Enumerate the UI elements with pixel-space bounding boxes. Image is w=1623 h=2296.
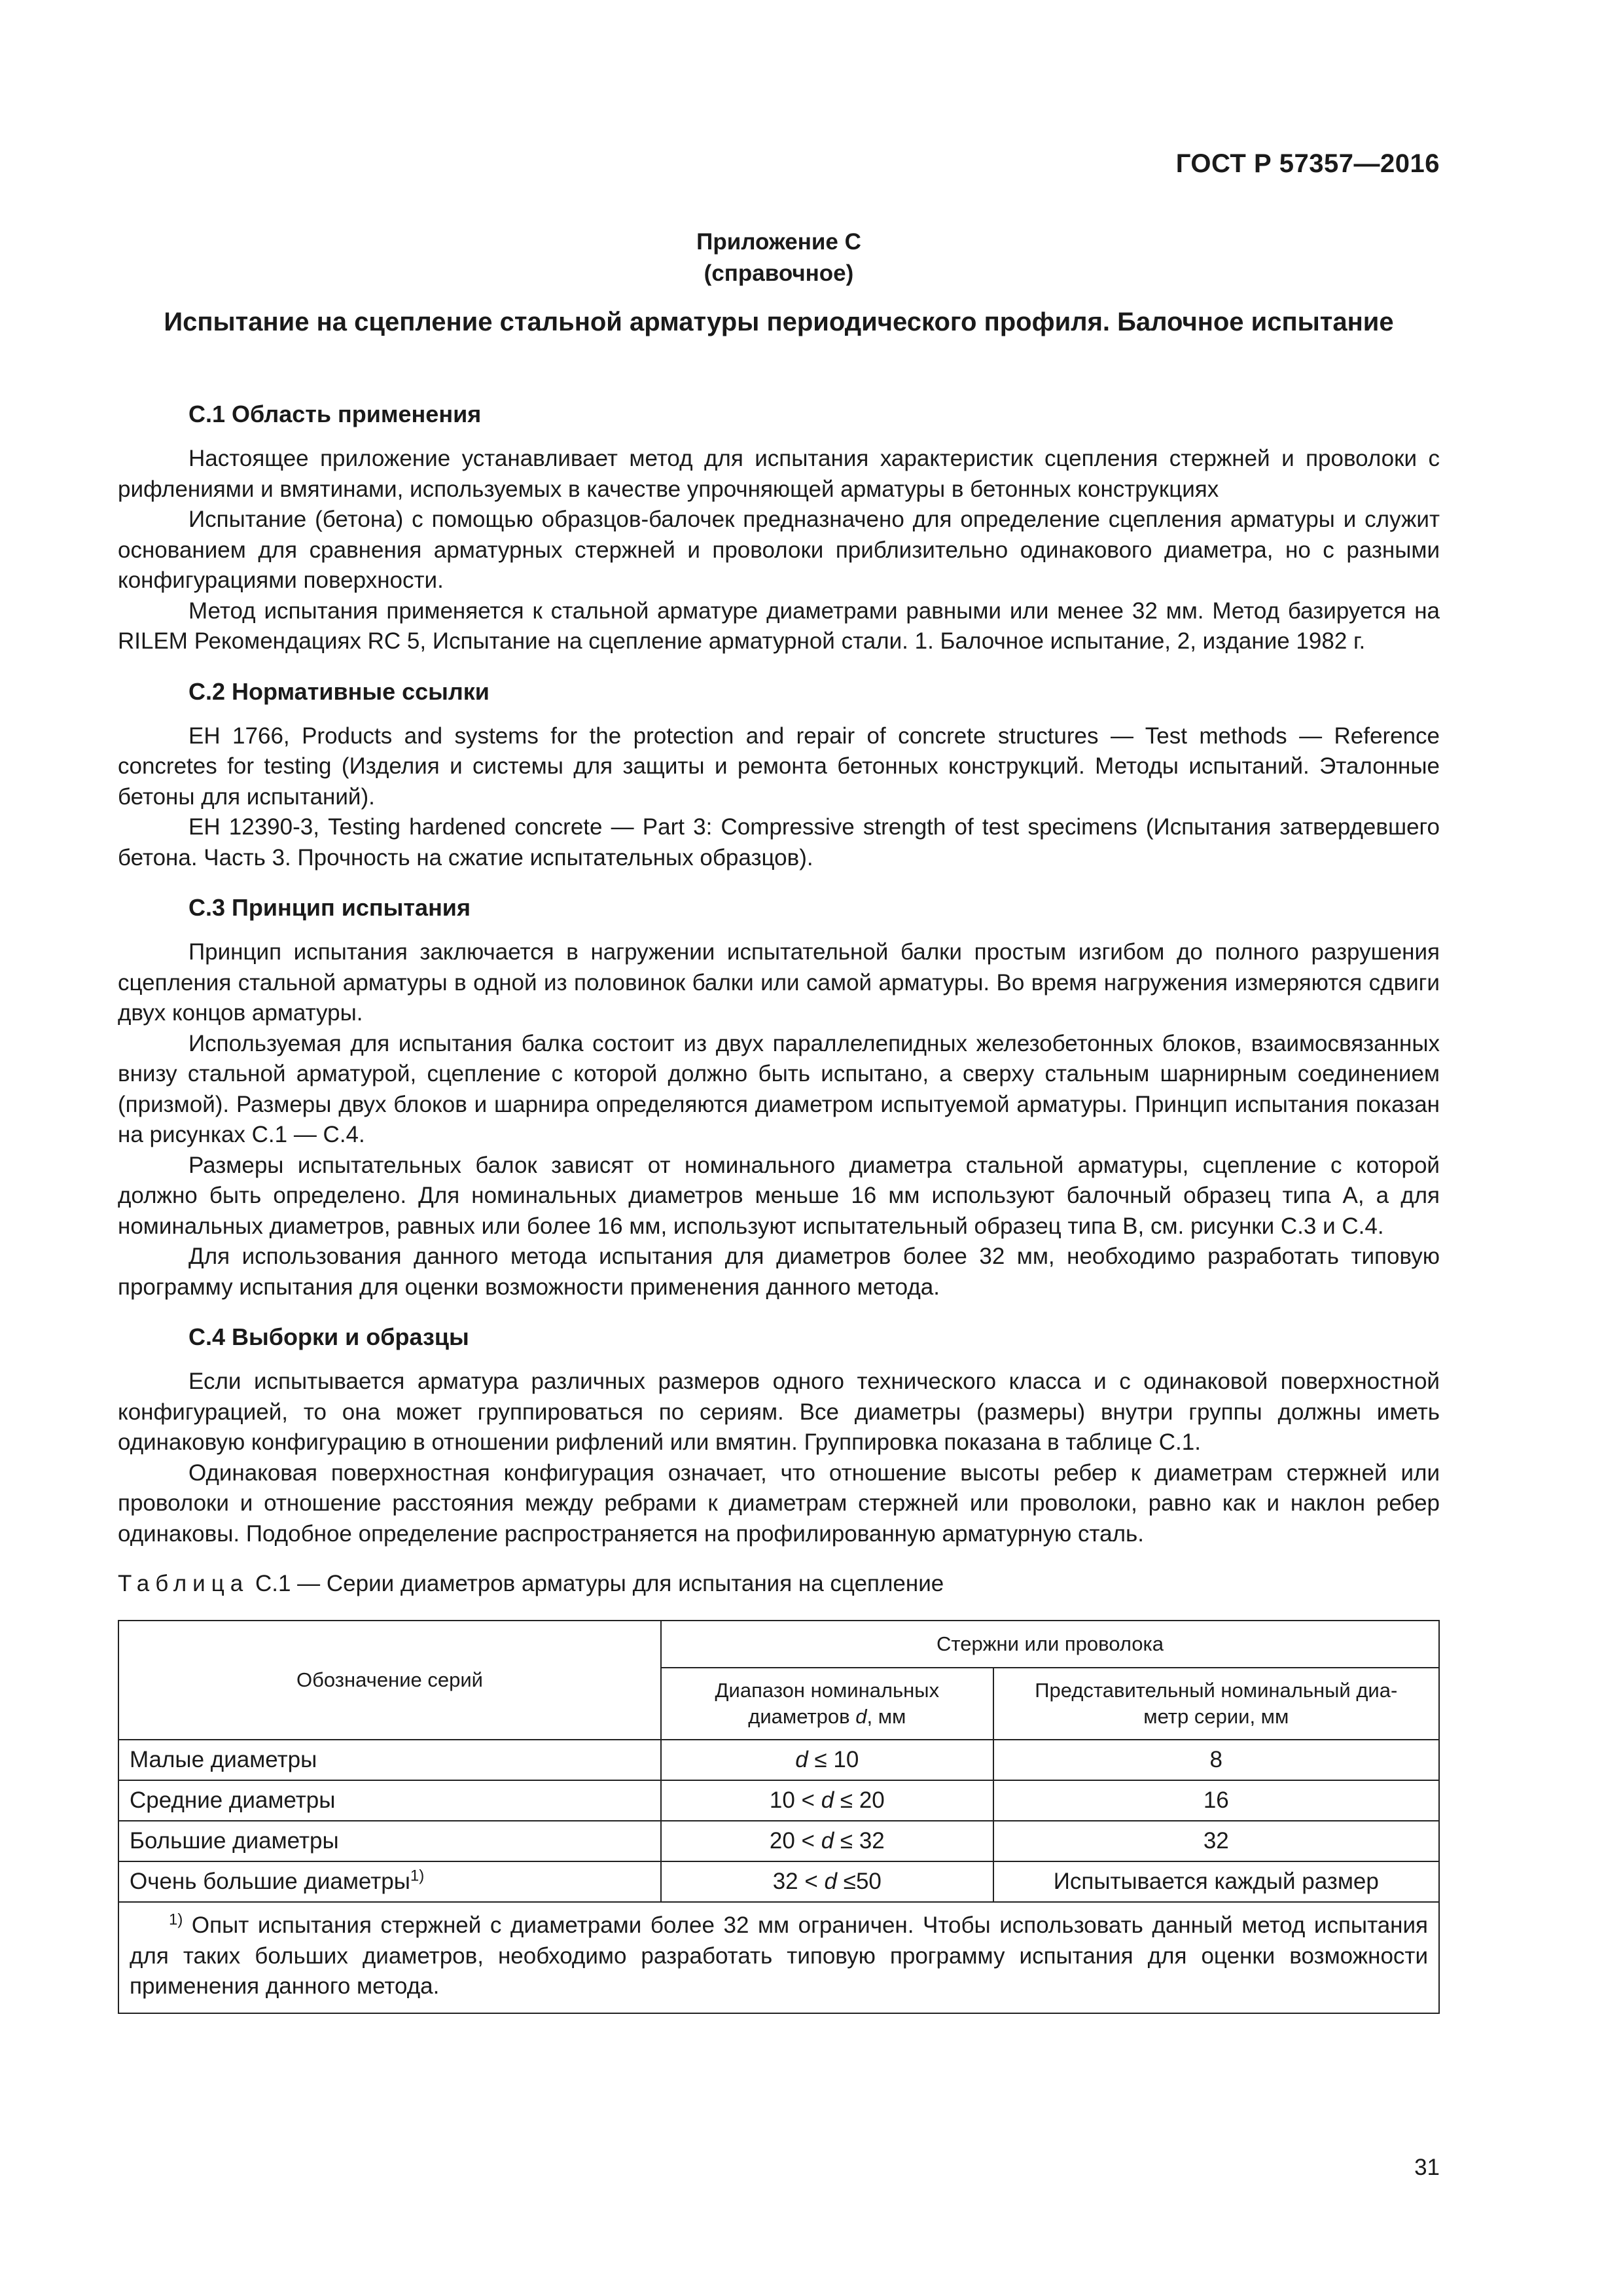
representative-diameter: 8 <box>993 1740 1439 1780</box>
table-row <box>118 1821 1439 1861</box>
representative-diameter: 32 <box>993 1821 1439 1861</box>
table-footnote <box>118 1902 1439 2013</box>
footnote-text: Опыт испытания стержней с диаметрами более 32 мм ограничен. Чтобы использовать данный метод испытания для таких больших диаметров, необходимо разработать типовую программу испытания для оценки возможности применения данного метода. <box>130 1912 1428 1999</box>
table-caption-text: С.1 — Серии диаметров арматуры для испытания на сцепление <box>255 1571 944 1596</box>
paragraph: ЕН 1766, Products and systems for the protection and repair of concrete structures — Test methods — Reference concretes for testing (Изделия и системы для защиты и ремонта бетонных конструкций. Методы испытаний. Эталонные бетоны для испытаний). <box>118 723 1440 810</box>
header-range: Диапазон номинальных диаметров d, мм <box>661 1668 993 1740</box>
document-page <box>118 0 1440 2296</box>
representative-diameter: 16 <box>993 1780 1439 1821</box>
representative-diameter: Испытывается каждый размер <box>993 1861 1439 1902</box>
standard-designation: ГОСТ Р 57357—2016 <box>1175 149 1440 178</box>
annex-heading <box>118 226 1440 289</box>
diameter-range: 20 < d ≤ 32 <box>661 1821 993 1861</box>
paragraph: Настоящее приложение устанавливает метод для испытания характеристик сцепления стержней и проволоки с рифлениями и вмятинами, используемых в качестве упрочняющей арматуры в бетонных конструкциях <box>118 446 1440 502</box>
page-number: 31 <box>1414 2155 1440 2180</box>
table-header-row <box>118 1621 1439 1668</box>
table-row <box>118 1780 1439 1821</box>
table-row <box>118 1740 1439 1780</box>
annex-title: Испытание на сцепление стальной арматуры периодического профиля. Балочное испытание <box>164 308 1394 336</box>
header-group: Стержни или проволока <box>661 1621 1439 1668</box>
paragraph: Испытание (бетона) с помощью образцов-балочек предназначено для определение сцепления арматуры и служит основанием для сравнения арматурных стержней и проволоки приблизительно одинакового диаметра, но с разными конфигурациями поверхности. <box>118 507 1440 593</box>
series-name: Малые диаметры <box>118 1740 661 1780</box>
section-c4 <box>118 1322 1440 1549</box>
diameter-range: d ≤ 10 <box>661 1740 993 1780</box>
series-name: Большие диаметры <box>118 1821 661 1861</box>
paragraph: Для использования данного метода испытания для диаметров более 32 мм, необходимо разработать типовую программу испытания для оценки возможности применения данного метода. <box>118 1244 1440 1300</box>
table-caption <box>118 1569 1440 1599</box>
table-footnote-row <box>118 1902 1439 2013</box>
diameter-series-table <box>118 1620 1440 2014</box>
annex-type: (справочное) <box>704 260 854 286</box>
footnote-ref: 1) <box>410 1867 425 1885</box>
table-caption-label: Таблица <box>118 1571 249 1596</box>
section-heading: С.2 Нормативные ссылки <box>188 677 490 705</box>
table-row <box>118 1861 1439 1902</box>
paragraph: Метод испытания применяется к стальной арматуре диаметрами равными или менее 32 мм. Метод базируется на RILEM Рекомендациях RC 5, Испытание на сцепление арматурной стали. 1. Балочное испытание, 2, издание 1982 г. <box>118 598 1440 654</box>
annex-name: Приложение С <box>696 229 861 255</box>
diameter-range: 10 < d ≤ 20 <box>661 1780 993 1821</box>
series-name: Очень большие диаметры$^{1)}$ <box>118 1861 661 1902</box>
diameter-range: 32 < d ≤50 <box>661 1861 993 1902</box>
paragraph: Если испытывается арматура различных размеров одного технического класса и с одинаковой поверхностной конфигурацией, то она может группироваться по сериям. Все диаметры (размеры) внутри группы должны иметь одинаковую конфигурацию в отношении рифлений или вмятин. Группировка показана в таблице С.1. <box>118 1369 1440 1455</box>
paragraph: Принцип испытания заключается в нагружении испытательной балки простым изгибом до полного разрушения сцепления стальной арматуры в одной из половинок балки или самой арматуры. Во время нагружения измеряются сдвиги двух концов арматуры. <box>118 939 1440 1026</box>
section-heading: С.1 Область применения <box>188 401 482 427</box>
section-heading: С.3 Принцип испытания <box>188 894 471 921</box>
footnote-mark: 1) <box>169 1910 183 1929</box>
series-name: Средние диаметры <box>118 1780 661 1821</box>
section-c1 <box>118 399 1440 657</box>
paragraph: Одинаковая поверхностная конфигурация означает, что отношение высоты ребер к диаметрам стержней или проволоки и отношение расстояния между ребрами к диаметрам стержней или проволоки, равно как и наклон ребер одинаковы. Подобное определение распространяется на профилированную арматурную сталь. <box>118 1460 1440 1547</box>
document-body <box>118 399 1440 2014</box>
section-heading: С.4 Выборки и образцы <box>188 1323 469 1350</box>
header-representative: Представительный номинальный диа- метр серии, мм <box>993 1668 1439 1740</box>
paragraph: Используемая для испытания балка состоит из двух параллелепидных железобетонных блоков, взаимосвязанных внизу стальной арматурой, сцепление с которой должно быть испытано, а сверху стальным шарнирным соединением (призмой). Размеры двух блоков и шарнира определяются диаметром испытуемой арматуры. Принцип испытания показан на рисунках С.1 — С.4. <box>118 1030 1440 1147</box>
section-c3 <box>118 893 1440 1302</box>
paragraph: Размеры испытательных балок зависят от номинального диаметра стальной арматуры, сцепление с которой должно быть определено. Для номинальных диаметров меньше 16 мм используют балочный образец типа А, а для номинальных диаметров, равных или более 16 мм, используют испытательный образец типа В, см. рисунки С.3 и С.4. <box>118 1152 1440 1239</box>
header-series: Обозначение серий <box>118 1621 661 1740</box>
section-c2 <box>118 677 1440 874</box>
paragraph: ЕН 12390-3, Testing hardened concrete — Part 3: Compressive strength of test specimens (Испытания затвердевшего бетона. Часть 3. Прочность на сжатие испытательных образцов). <box>118 814 1440 870</box>
